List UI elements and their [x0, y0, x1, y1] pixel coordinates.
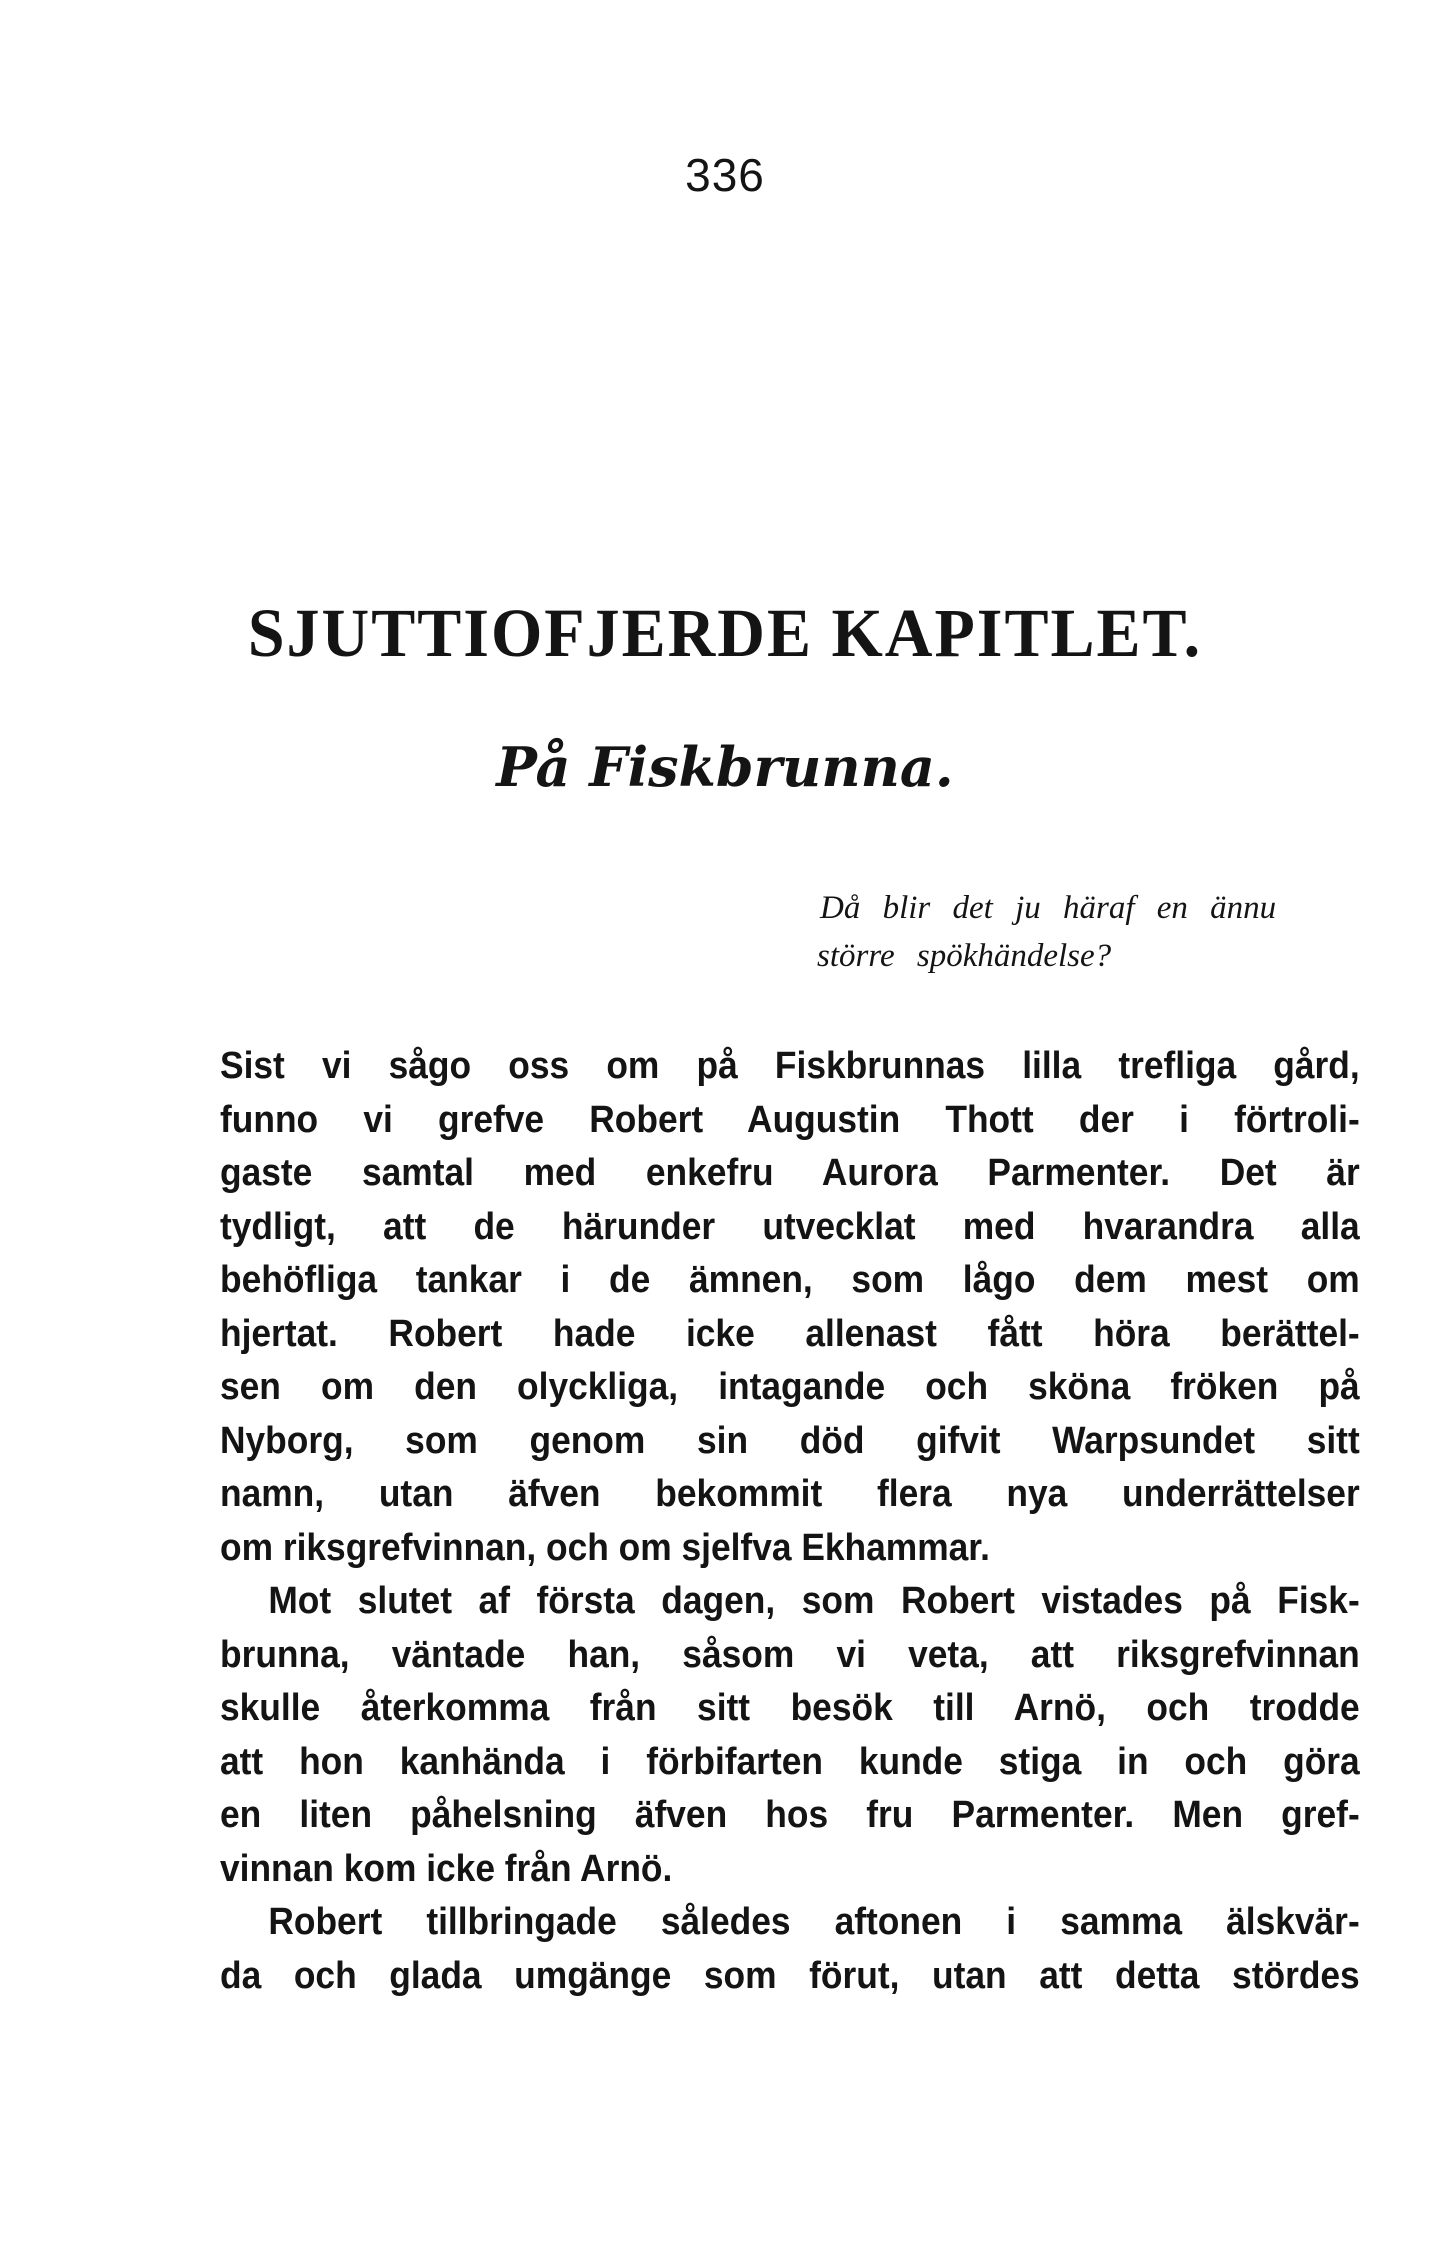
- paragraph-2: [220, 1575, 1360, 1896]
- text-line: hjertat. Robert hade icke allenast fått höra berättel-: [220, 1312, 1360, 1355]
- chapter-title: SJUTTIOFJERDE KAPITLET.: [247, 595, 1203, 672]
- text-line: att hon kanhända i förbifarten kunde stiga in och göra: [220, 1740, 1360, 1783]
- epigraph-line: Då blir det ju häraf en ännu: [820, 890, 1277, 926]
- body-text: [220, 1040, 1360, 2003]
- paragraph-1: [220, 1040, 1360, 1575]
- text-line: da och glada umgänge som förut, utan att detta stördes: [220, 1954, 1360, 1997]
- chapter-subtitle: På Fiskbrunna.: [496, 735, 954, 799]
- text-line: Robert tillbringade således aftonen i samma älskvär-: [268, 1901, 1360, 1943]
- text-line: Nyborg, som genom sin död gifvit Warpsundet sitt: [220, 1419, 1360, 1462]
- epigraph: [817, 884, 1360, 980]
- text-line: om riksgrefvinnan, och om sjelfva Ekhammar.: [220, 1526, 990, 1569]
- text-line: brunna, väntade han, såsom vi veta, att riksgrefvinnan: [220, 1633, 1360, 1676]
- text-line: namn, utan äfven bekommit flera nya underrättelser: [220, 1473, 1360, 1515]
- page-number: 336: [685, 149, 765, 201]
- text-line: funno vi grefve Robert Augustin Thott der i förtroli-: [220, 1098, 1360, 1141]
- text-line: skulle återkomma från sitt besök till Arnö, och trodde: [220, 1687, 1360, 1729]
- text-line: gaste samtal med enkefru Aurora Parmenter. Det är: [220, 1152, 1360, 1194]
- text-line: sen om den olyckliga, intagande och sköna fröken på: [220, 1366, 1360, 1408]
- epigraph-line: större spökhändelse?: [817, 938, 1112, 974]
- text-line: en liten påhelsning äfven hos fru Parmenter. Men gref-: [220, 1794, 1360, 1836]
- text-line: Mot slutet af första dagen, som Robert vistades på Fisk-: [268, 1580, 1360, 1622]
- text-line: behöfliga tankar i de ämnen, som lågo dem mest om: [220, 1259, 1360, 1301]
- paragraph-3: [220, 1896, 1360, 2003]
- text-line: Sist vi sågo oss om på Fiskbrunnas lilla trefliga gård,: [220, 1045, 1360, 1087]
- text-line: vinnan kom icke från Arnö.: [220, 1847, 673, 1890]
- text-line: tydligt, att de härunder utvecklat med hvarandra alla: [220, 1205, 1360, 1248]
